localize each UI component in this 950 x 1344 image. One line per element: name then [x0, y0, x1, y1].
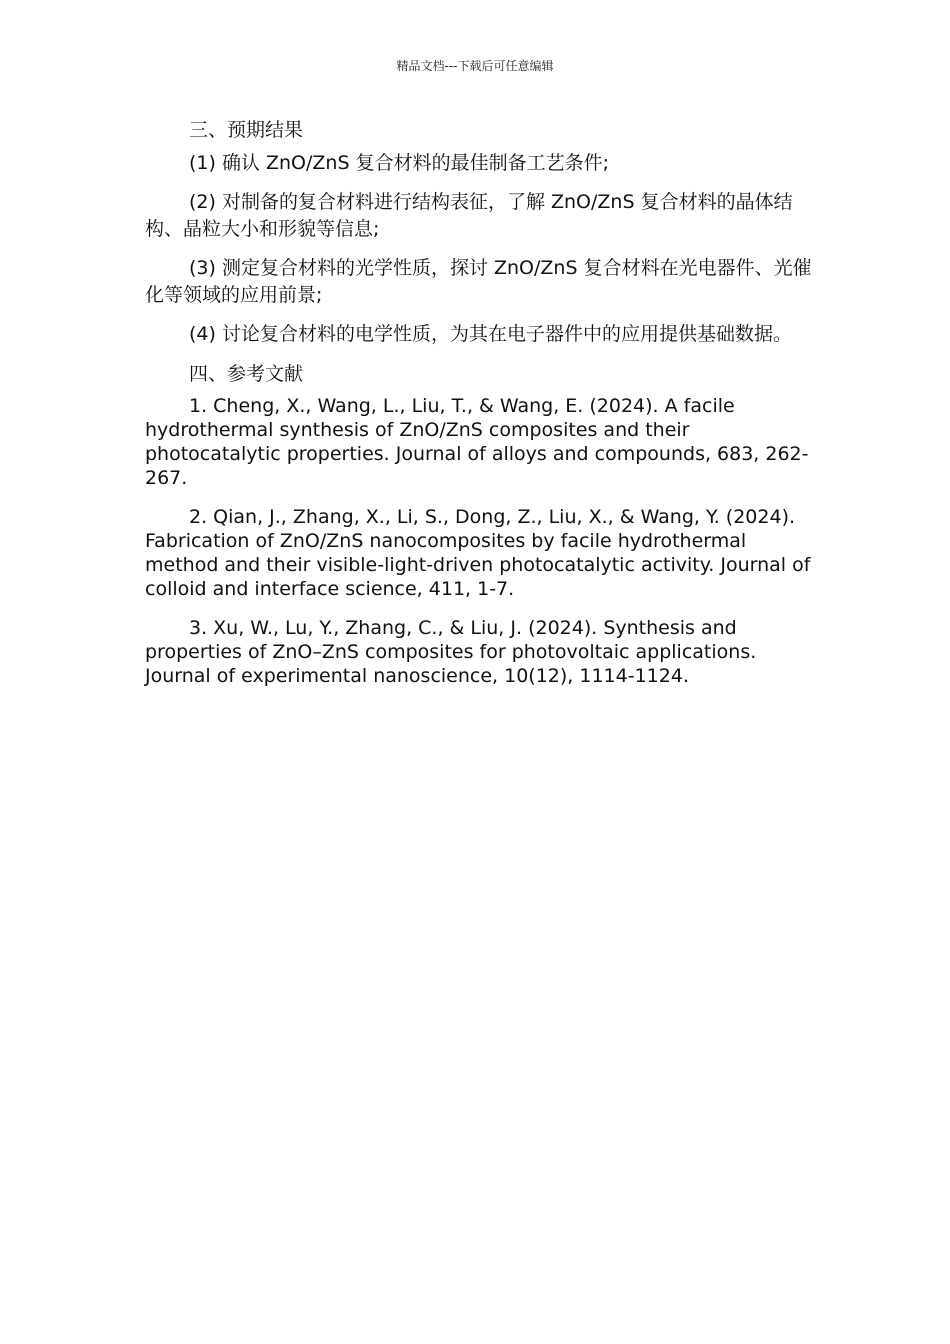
reference-item-3: 3. Xu, W., Lu, Y., Zhang, C., & Liu, J. (2024). Synthesis and properties of ZnO–ZnS composites for photovoltaic applications. Journal of experimental nanoscience, 10(12), 1114-1124. — [145, 617, 757, 687]
reference-item-1: 1. Cheng, X., Wang, L., Liu, T., & Wang, E. (2024). A facile hydrothermal synthesis of ZnO/ZnS composites and their photocatalytic properties. Journal of alloys and compounds, 683, 262-267. — [145, 395, 809, 489]
expected-result-item-3: (3) 测定复合材料的光学性质，探讨 ZnO/ZnS 复合材料在光电器件、光催化等领域的应用前景; — [145, 257, 812, 306]
page-header: 精品文档---下载后可任意编辑 — [396, 59, 554, 73]
document-body — [145, 116, 813, 703]
expected-result-item-4: (4) 讨论复合材料的电学性质，为其在电子器件中的应用提供基础数据。 — [189, 323, 792, 345]
section-title-references: 四、参考文献 — [189, 363, 304, 385]
section-title-expected-results: 三、预期结果 — [189, 119, 304, 141]
expected-result-item-2: (2) 对制备的复合材料进行结构表征，了解 ZnO/ZnS 复合材料的晶体结构、晶粒大小和形貌等信息; — [145, 191, 793, 240]
expected-result-item-1: (1) 确认 ZnO/ZnS 复合材料的最佳制备工艺条件; — [189, 152, 609, 174]
reference-item-2: 2. Qian, J., Zhang, X., Li, S., Dong, Z., Liu, X., & Wang, Y. (2024). Fabrication of ZnO/ZnS nanocomposites by facile hydrothermal method and their visible-light-driven photocatalytic activity. Journal of colloid and interface science, 411, 1-7. — [145, 506, 811, 600]
